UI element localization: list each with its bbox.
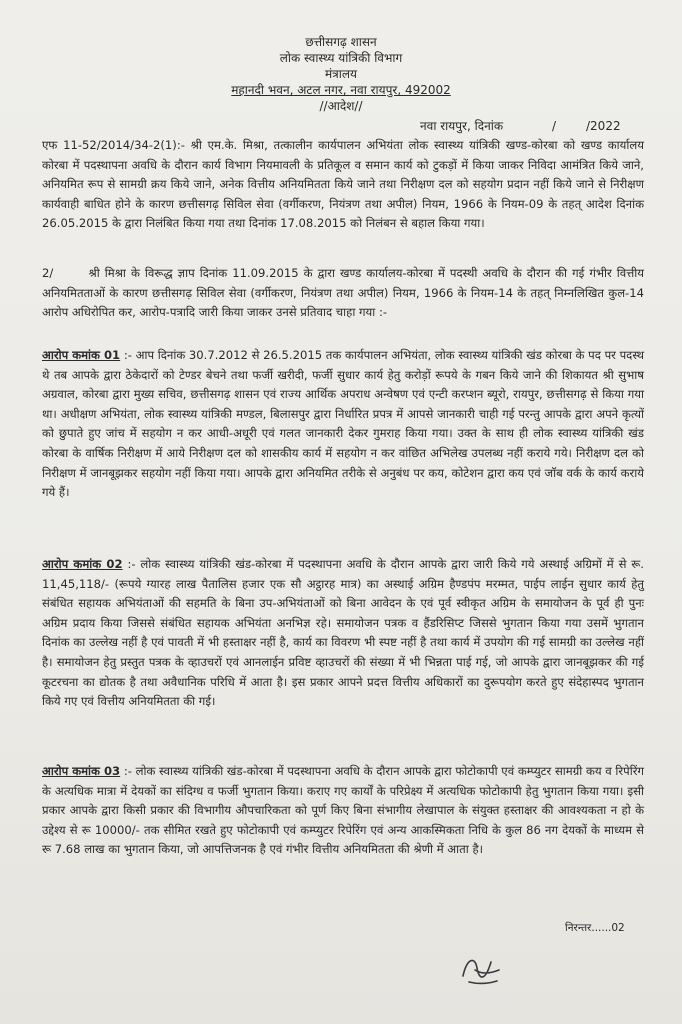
charge-02-label: आरोप कमांक 02	[42, 557, 123, 571]
charge-02	[42, 555, 644, 712]
header-department: लोक स्वास्थ्य यांत्रिकी विभाग	[279, 51, 403, 65]
charge-01	[42, 346, 644, 503]
paragraph-2	[42, 264, 644, 323]
charge-03	[42, 762, 644, 860]
header-ministry: मंत्रालय	[324, 67, 357, 81]
charge-02-text: :- लोक स्वास्थ्य यांत्रिकी खंड-कोरबा में पदस्थापना अवधि के दौरान आपके द्वारा जारी किये गये अस्थाई अग्रिमों में से रू. 11,45,118/- (रूपये ग्यारह लाख पैतालिस हजार एक सौ अट्ठारह मात्र) का अस्थाई अग्रिम हैण्डपंप मरम्मत, पाईप लाईन सुधार कार्य हेतु संबंधित सहायक अभियंताओं की सहमति के बिना उप-अभियंताओं को बिना आवेदन के एवं पूर्व स्वीकृत अग्रिम के समायोजन के पूर्व ही पुनः अग्रिम प्रदाय किया जिससे संबंधित सहायक अभियंता अनभिज्ञ रहे। समायोजन पत्रक व हैंडरिसिप्ट जिससे भुगतान किया गया उसमें भुगतान दिनांक का उल्लेख नहीं है एवं पावती में भी हस्ताक्षर नहीं है, कार्य का विवरण भी स्पष्ट नहीं है तथा कार्य में उपयोग की गई सामग्री का उल्लेख नहीं है। समायोजन हेतु प्रस्तुत पत्रक के व्हाउचरों एवं आनलाईन प्रविष्ट व्हाउचरों की संख्या में भी भिन्नता पाई गई, जो आपके द्वारा जानबूझकर की गई कूटरचना का द्योतक है तथा अवैधानिक परिधि में आता है। इस प्रकार आपने प्रदत्त वित्तीय अधिकारों का दुरूपयोग करते हुए संदेहास्पद भुगतान किये गए एवं वित्तीय अनियमितता की गई।	[42, 557, 644, 709]
signature-mark	[455, 948, 505, 988]
paragraph-1-text: श्री एम.के. मिश्रा, तत्कालीन कार्यपालन अभियंता लोक स्वास्थ्य यांत्रिकी खण्ड-कोरबा को खण्ड कार्यालय कोरबा में पदस्थापना अवधि के दौरान कार्य विभाग नियमावली के प्रतिकूल व समान कार्य को टुकड़ों में किया जाकर निविदा आमंत्रित किये जाने, अनियमित रूप से सामग्री क्रय किये जाने, अनेक वित्तीय अनियमितता किये जाने तथा निरीक्षण दल को सहयोग प्रदान नहीं किये जाने से निरीक्षण कार्यवाही बाधित होने के कारण छत्तीसगढ़ सिविल सेवा (वर्गीकरण, नियंत्रण तथा अपील) नियम, 1966 के नियम-09 के तहत् आदेश दिनांक 26.05.2015 के द्वारा निलंबित किया गया तथा दिनांक 17.08.2015 को निलंबन से बहाल किया गया।	[42, 138, 644, 231]
file-reference: एफ 11-52/2014/34-2(1):-	[42, 138, 185, 152]
charge-01-label: आरोप कमांक 01	[42, 348, 121, 362]
continue-marker: निरन्तर......02	[565, 922, 625, 934]
header-government: छत्तीसगढ़ शासन	[305, 35, 377, 49]
header-order-title: //आदेश//	[319, 99, 363, 113]
header-address: महानदी भवन, अटल नगर, नवा रायपुर, 492002	[231, 83, 451, 97]
charge-03-label: आरोप कमांक 03	[42, 764, 121, 778]
place-date: नवा रायपुर, दिनांक	[420, 119, 504, 133]
paragraph-1	[42, 136, 644, 234]
paragraph-2-number: 2/	[42, 266, 54, 280]
date-slash: /	[552, 119, 557, 133]
paragraph-2-text: श्री मिश्रा के विरूद्ध ज्ञाप दिनांक 11.09.2015 के द्वारा खण्ड कार्यालय-कोरबा में पदस्थी अवधि के दौरान की गई गंभीर वित्तीय अनियमितताओं के कारण छत्तीसगढ़ सिविल सेवा (वर्गीकरण, नियंत्रण तथा अपील) नियम, 1966 के नियम-14 के तहत् निम्नलिखित कुल-14 आरोप अधिरोपित कर, आरोप-पत्रादि जारी किया जाकर उनसे प्रतिवाद चाहा गया :-	[42, 266, 644, 320]
date-year: /2022	[586, 119, 621, 133]
charge-01-text: :- आप दिनांक 30.7.2012 से 26.5.2015 तक कार्यपालन अभियंता, लोक स्वास्थ्य यांत्रिकी खंड कोरबा के पद पर पदस्थ थे तब आपके द्वारा ठेकेदारों को टेण्डर बेचने तथा फर्जी खरीदी, फर्जी सुधार कार्य हेतु करोड़ों रूपये के गबन किये जाने की शिकायत श्री सुभाष अग्रवाल, कोरबा द्वारा मुख्य सचिव, छत्तीसगढ़ शासन एवं राज्य आर्थिक अपराध अन्वेषण एवं एन्टी करप्शन ब्यूरो, रायपुर, छत्तीसगढ़ से किया गया था। अधीक्षण अभियंता, लोक स्वास्थ्य यांत्रिकी मण्डल, बिलासपुर द्वारा निर्धारित प्रपत्र में आपसे जानकारी चाही गई परन्तु आपके द्वारा अपने कृत्यों को छुपाते हुए जांच में सहयोग न कर आधी-अधूरी एवं गलत जानकारी देकर गुमराह किया गया। उक्त के साथ ही लोक स्वास्थ्य यांत्रिकी खंड कोरबा के वार्षिक निरीक्षण में आये निरीक्षण दल को शासकीय कार्य में सहयोग न कर वांछित अभिलेख उपलब्ध नहीं कराये गये। निरीक्षण दल को निरीक्षण में जानबूझकर सहयोग नहीं किया गया। आपके द्वारा अनियमित तरीके से अनुबंध पर कय, कोटेशन द्वारा कय एवं जॉब वर्क के कार्य कराये गये हैं।	[42, 348, 645, 500]
charge-03-text: :- लोक स्वास्थ्य यांत्रिकी खंड-कोरबा में पदस्थापना अवधि के दौरान आपके द्वारा फोटोकापी एवं कम्प्युटर सामग्री कय व रिपेरिंग के अत्यधिक मात्रा में देयकों का संदिग्ध व फर्जी भुगतान किया। कराए गए कार्यों के परिप्रेक्ष्य में अत्यधिक फोटोकापी हेतु भुगतान किया गया। इसी प्रकार आपके द्वारा किसी प्रकार की विभागीय औपचारिकता को पूर्ण किए बिना संभागीय लेखापाल के संयुक्त हस्ताक्षर की आवश्यकता न हो के उद्देश्य से रू 10000/- तक सीमित रखते हुए फोटोकापी एवं कम्प्युटर रिपेरिंग एवं अन्य आकस्मिकता निधि के कुल 86 नग देयकों के माध्यम से रू 7.68 लाख का भुगतान किया, जो आपत्तिजनक है एवं गंभीर वित्तीय अनियमितता की श्रेणी में आता है।	[42, 764, 644, 857]
